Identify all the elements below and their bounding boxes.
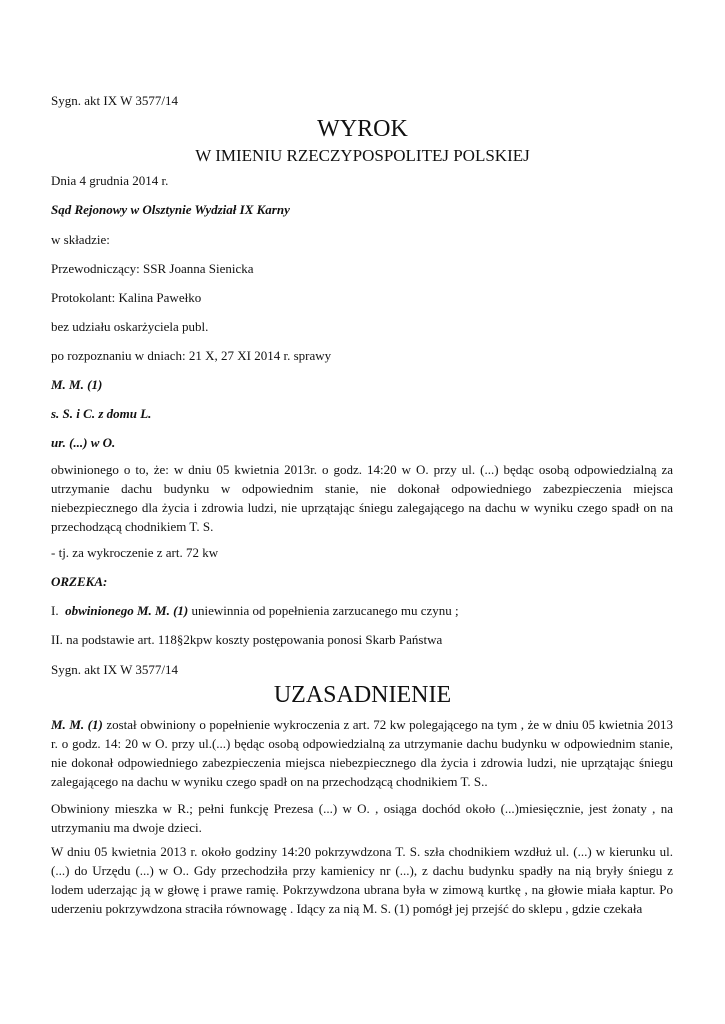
charge-qualification: - tj. za wykroczenie z art. 72 kw bbox=[51, 545, 219, 560]
justification-defendant: M. M. (1) bbox=[51, 717, 103, 732]
court-clerk: Protokolant: Kalina Pawełko bbox=[51, 290, 202, 305]
ruling-heading: ORZEKA: bbox=[51, 574, 108, 589]
judgment-date: Dnia 4 grudnia 2014 r. bbox=[51, 173, 169, 188]
court-name: Sąd Rejonowy w Olsztynie Wydział IX Karny bbox=[51, 202, 290, 217]
hearing-dates: po rozpoznaniu w dniach: 21 X, 27 XI 2014 r. sprawy bbox=[51, 348, 332, 363]
ruling-item-1-number: I. bbox=[51, 603, 59, 618]
charge-paragraph: obwinionego o to, że: w dniu 05 kwietnia 2013r. o godz. 14:20 w O. przy ul. (...) będąc osobą odpowiedzialną za utrzymanie dachu budynku w odpowiednim stanie, nie dokonał odpowiedniego zabezpieczenia miejsca niebezpiecznego dla życia i zdrowia ludzi, nie uprzątając śniegu zalegającego na dachu w wyniku czego spadł on na przechodzącą chodnikiem T. S. bbox=[51, 462, 673, 534]
ruling-item-2: II. na podstawie art. 118§2kpw koszty postępowania ponosi Skarb Państwa bbox=[51, 632, 443, 647]
defendant-birth: ur. (...) w O. bbox=[51, 435, 116, 450]
presiding-judge: Przewodniczący: SSR Joanna Sienicka bbox=[51, 261, 254, 276]
defendant-parents: s. S. i C. z domu L. bbox=[51, 406, 152, 421]
ruling-item-1-text: uniewinnia od popełnienia zarzucanego mu czynu ; bbox=[188, 603, 459, 618]
defendant-name: M. M. (1) bbox=[51, 377, 103, 392]
justification-paragraph-1-text: został obwiniony o popełnienie wykroczenia z art. 72 kw polegającego na tym , że w dniu 05 kwietnia 2013 r. o godz. 14: 20 w O. przy ul.(...) będąc osobą odpowiedzialną za utrzymanie dachu budynku w odpowiednim stanie, nie dokonał odpowiedniego zabezpieczenia miejsca niebezpiecznego dla życia i zdrowia ludzi, nie uprzątając śniegu zalegającego na dachu w wyniku czego spadł on na przechodzącą chodnikiem T. S.. bbox=[51, 717, 673, 789]
case-signature: Sygn. akt IX W 3577/14 bbox=[51, 93, 178, 108]
justification-paragraph-1 bbox=[51, 715, 673, 791]
justification-signature: Sygn. akt IX W 3577/14 bbox=[51, 662, 178, 677]
justification-paragraph-2: Obwiniony mieszka w R.; pełni funkcję Prezesa (...) w O. , osiąga dochód około (...)miesięcznie, jest żonaty , na utrzymaniu ma dwoje dzieci. bbox=[51, 801, 673, 835]
composition-label: w składzie: bbox=[51, 232, 110, 247]
ruling-item-1 bbox=[51, 601, 673, 620]
ruling-item-1-defendant: obwinionego M. M. (1) bbox=[65, 603, 189, 618]
document-title: WYROK bbox=[317, 116, 408, 142]
justification-paragraph-3: W dniu 05 kwietnia 2013 r. około godziny 14:20 pokrzywdzona T. S. szła chodnikiem wzdłuż ul. (...) w kierunku ul. (...) do Urzędu (...) w O.. Gdy przechodziła przy kamienicy nr (...), z dachu budynku spadły na nią bryły śniegu z lodem uderzając ją w głowę i prawe ramię. Pokrzywdzona ubrana była w zimową kurtkę , na głowie miała kaptur. Po uderzeniu pokrzywdzona straciła równowagę . Idący za nią M. S. (1) pomógł jej przejść do sklepu , gdzie czekała bbox=[51, 844, 673, 916]
prosecutor-note: bez udziału oskarżyciela publ. bbox=[51, 319, 209, 334]
document-subtitle: W IMIENIU RZECZYPOSPOLITEJ POLSKIEJ bbox=[195, 146, 530, 165]
justification-title: UZASADNIENIE bbox=[273, 682, 452, 708]
